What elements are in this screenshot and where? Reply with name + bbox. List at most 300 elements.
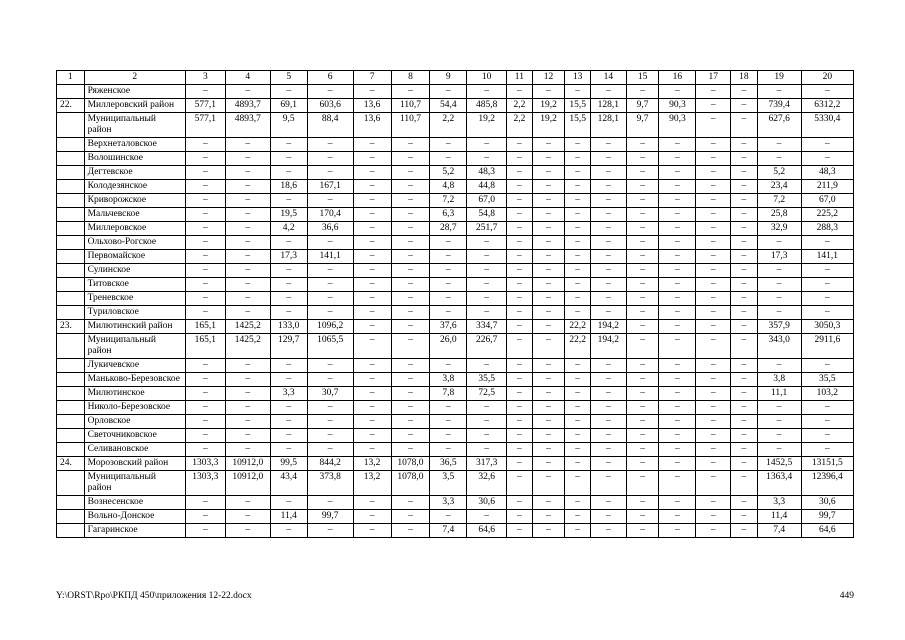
value-cell: – <box>696 320 731 334</box>
table-row <box>57 85 854 99</box>
value-cell: – <box>391 401 430 415</box>
value-cell: – <box>532 524 565 538</box>
value-cell: – <box>391 278 430 292</box>
value-cell: – <box>731 180 758 194</box>
value-cell: – <box>391 429 430 443</box>
value-cell: – <box>507 510 533 524</box>
value-cell: – <box>801 278 853 292</box>
value-cell: 7,2 <box>757 194 801 208</box>
value-cell: – <box>532 236 565 250</box>
row-number-cell <box>57 180 85 194</box>
table-body <box>57 85 854 538</box>
value-cell: 343,0 <box>757 334 801 359</box>
table-header <box>57 71 854 85</box>
value-cell: 32,9 <box>757 222 801 236</box>
row-number-cell: 22. <box>57 99 85 113</box>
value-cell: – <box>391 524 430 538</box>
value-cell: 1363,4 <box>757 471 801 496</box>
value-cell: – <box>353 166 391 180</box>
value-cell: – <box>626 306 659 320</box>
row-number-cell <box>57 401 85 415</box>
value-cell: 11,4 <box>270 510 307 524</box>
value-cell: – <box>659 320 696 334</box>
value-cell: – <box>565 429 591 443</box>
value-cell: – <box>430 85 467 99</box>
value-cell: – <box>532 443 565 457</box>
value-cell: 19,2 <box>532 99 565 113</box>
value-cell: – <box>507 180 533 194</box>
value-cell: – <box>307 443 353 457</box>
value-cell: 7,4 <box>757 524 801 538</box>
value-cell: – <box>391 208 430 222</box>
value-cell: – <box>731 429 758 443</box>
value-cell: – <box>532 320 565 334</box>
value-cell: 48,3 <box>801 166 853 180</box>
value-cell: 577,1 <box>185 113 225 138</box>
value-cell: – <box>659 510 696 524</box>
value-cell: – <box>467 264 507 278</box>
value-cell: – <box>532 510 565 524</box>
value-cell: 194,2 <box>590 334 626 359</box>
value-cell: – <box>430 264 467 278</box>
value-cell: – <box>225 250 270 264</box>
value-cell: – <box>353 85 391 99</box>
value-cell: – <box>430 510 467 524</box>
value-cell: – <box>626 401 659 415</box>
row-number-cell <box>57 85 85 99</box>
value-cell: – <box>532 457 565 471</box>
value-cell: – <box>696 166 731 180</box>
table-row <box>57 429 854 443</box>
value-cell: – <box>532 373 565 387</box>
value-cell: – <box>391 85 430 99</box>
value-cell: – <box>225 401 270 415</box>
value-cell: – <box>185 264 225 278</box>
value-cell: – <box>532 387 565 401</box>
value-cell: – <box>391 222 430 236</box>
value-cell: 1303,3 <box>185 457 225 471</box>
value-cell: – <box>507 387 533 401</box>
value-cell: – <box>507 471 533 496</box>
value-cell: – <box>353 152 391 166</box>
table-row <box>57 278 854 292</box>
value-cell: 3,8 <box>430 373 467 387</box>
value-cell: – <box>590 457 626 471</box>
settlement-name-cell: Сулинское <box>84 264 185 278</box>
value-cell: – <box>507 236 533 250</box>
table-row <box>57 415 854 429</box>
value-cell: – <box>185 496 225 510</box>
value-cell: 99,7 <box>307 510 353 524</box>
value-cell: – <box>757 264 801 278</box>
value-cell: – <box>507 264 533 278</box>
value-cell: – <box>391 334 430 359</box>
value-cell: 30,6 <box>801 496 853 510</box>
value-cell: – <box>185 387 225 401</box>
value-cell: – <box>507 222 533 236</box>
value-cell: – <box>659 250 696 264</box>
value-cell: – <box>565 373 591 387</box>
value-cell: – <box>696 401 731 415</box>
value-cell: – <box>626 471 659 496</box>
table-row <box>57 401 854 415</box>
value-cell: – <box>532 278 565 292</box>
value-cell: – <box>757 359 801 373</box>
value-cell: – <box>659 334 696 359</box>
value-cell: – <box>659 180 696 194</box>
value-cell: – <box>731 524 758 538</box>
table-row <box>57 334 854 359</box>
value-cell: 1078,0 <box>391 457 430 471</box>
value-cell: – <box>225 524 270 538</box>
value-cell: 88,4 <box>307 113 353 138</box>
value-cell: – <box>507 401 533 415</box>
value-cell: 10912,0 <box>225 471 270 496</box>
value-cell: – <box>731 99 758 113</box>
value-cell: – <box>270 496 307 510</box>
value-cell: – <box>757 236 801 250</box>
value-cell: – <box>590 180 626 194</box>
value-cell: – <box>225 429 270 443</box>
row-number-cell: 23. <box>57 320 85 334</box>
value-cell: – <box>565 387 591 401</box>
value-cell: 11,4 <box>757 510 801 524</box>
column-header: 20 <box>801 71 853 85</box>
value-cell: 194,2 <box>590 320 626 334</box>
value-cell: – <box>626 457 659 471</box>
value-cell: – <box>532 152 565 166</box>
value-cell: 3,3 <box>757 496 801 510</box>
row-number-cell <box>57 292 85 306</box>
value-cell: 317,3 <box>467 457 507 471</box>
value-cell: 6,3 <box>430 208 467 222</box>
value-cell: 13,6 <box>353 113 391 138</box>
value-cell: – <box>185 208 225 222</box>
value-cell: – <box>307 264 353 278</box>
row-number-cell <box>57 306 85 320</box>
value-cell: – <box>659 222 696 236</box>
value-cell: – <box>590 496 626 510</box>
value-cell: 72,5 <box>467 387 507 401</box>
settlement-name-cell: Орловское <box>84 415 185 429</box>
value-cell: – <box>731 194 758 208</box>
value-cell: – <box>696 194 731 208</box>
value-cell: – <box>731 457 758 471</box>
value-cell: – <box>353 194 391 208</box>
column-header: 2 <box>84 71 185 85</box>
value-cell: – <box>185 429 225 443</box>
value-cell: – <box>590 85 626 99</box>
row-number-cell <box>57 471 85 496</box>
value-cell: – <box>590 208 626 222</box>
value-cell: – <box>507 443 533 457</box>
value-cell: – <box>565 250 591 264</box>
value-cell: – <box>225 415 270 429</box>
value-cell: – <box>225 496 270 510</box>
value-cell: – <box>696 152 731 166</box>
value-cell: – <box>590 387 626 401</box>
column-header: 14 <box>590 71 626 85</box>
value-cell: 334,7 <box>467 320 507 334</box>
value-cell: – <box>307 194 353 208</box>
row-number-cell <box>57 510 85 524</box>
value-cell: – <box>659 236 696 250</box>
table-row <box>57 180 854 194</box>
settlement-name-cell: Муниципальный район <box>84 471 185 496</box>
value-cell: – <box>565 208 591 222</box>
value-cell: – <box>696 510 731 524</box>
column-header: 4 <box>225 71 270 85</box>
value-cell: – <box>590 250 626 264</box>
value-cell: 67,0 <box>801 194 853 208</box>
value-cell: – <box>532 334 565 359</box>
value-cell: – <box>696 292 731 306</box>
value-cell: – <box>532 166 565 180</box>
value-cell: – <box>391 166 430 180</box>
value-cell: – <box>590 401 626 415</box>
value-cell: – <box>307 401 353 415</box>
value-cell: – <box>801 152 853 166</box>
value-cell: – <box>507 250 533 264</box>
value-cell: – <box>225 194 270 208</box>
value-cell: – <box>353 387 391 401</box>
table-row <box>57 208 854 222</box>
value-cell: – <box>696 99 731 113</box>
value-cell: 1452,5 <box>757 457 801 471</box>
value-cell: 13151,5 <box>801 457 853 471</box>
value-cell: – <box>270 401 307 415</box>
value-cell: – <box>467 85 507 99</box>
value-cell: – <box>225 264 270 278</box>
value-cell: 35,5 <box>801 373 853 387</box>
value-cell: – <box>731 138 758 152</box>
column-header: 5 <box>270 71 307 85</box>
column-header: 17 <box>696 71 731 85</box>
settlement-name-cell: Николо-Березовское <box>84 401 185 415</box>
value-cell: – <box>430 138 467 152</box>
value-cell: – <box>391 306 430 320</box>
value-cell: – <box>430 250 467 264</box>
value-cell: – <box>532 264 565 278</box>
value-cell: 99,5 <box>270 457 307 471</box>
settlement-name-cell: Дегтевское <box>84 166 185 180</box>
value-cell: – <box>659 292 696 306</box>
table-row <box>57 152 854 166</box>
value-cell: – <box>659 166 696 180</box>
value-cell: 165,1 <box>185 320 225 334</box>
value-cell: – <box>467 415 507 429</box>
row-number-cell <box>57 359 85 373</box>
value-cell: – <box>307 429 353 443</box>
value-cell: – <box>801 306 853 320</box>
value-cell: – <box>731 264 758 278</box>
row-number-cell <box>57 194 85 208</box>
value-cell: – <box>731 236 758 250</box>
value-cell: – <box>467 292 507 306</box>
value-cell: – <box>757 85 801 99</box>
value-cell: – <box>801 401 853 415</box>
value-cell: – <box>731 152 758 166</box>
value-cell: 170,4 <box>307 208 353 222</box>
value-cell: – <box>626 415 659 429</box>
value-cell: 13,2 <box>353 471 391 496</box>
header-row <box>57 71 854 85</box>
settlement-name-cell: Титовское <box>84 278 185 292</box>
value-cell: 7,2 <box>430 194 467 208</box>
value-cell: – <box>731 359 758 373</box>
value-cell: 167,1 <box>307 180 353 194</box>
value-cell: – <box>185 510 225 524</box>
value-cell: – <box>353 359 391 373</box>
value-cell: – <box>391 510 430 524</box>
table-row <box>57 99 854 113</box>
value-cell: – <box>507 166 533 180</box>
value-cell: – <box>507 152 533 166</box>
value-cell: 627,6 <box>757 113 801 138</box>
value-cell: – <box>626 250 659 264</box>
value-cell: 211,9 <box>801 180 853 194</box>
value-cell: – <box>659 471 696 496</box>
value-cell: 128,1 <box>590 113 626 138</box>
value-cell: – <box>353 415 391 429</box>
value-cell: – <box>696 496 731 510</box>
value-cell: – <box>467 278 507 292</box>
value-cell: – <box>467 250 507 264</box>
value-cell: – <box>185 250 225 264</box>
value-cell: – <box>507 524 533 538</box>
value-cell: – <box>626 278 659 292</box>
value-cell: – <box>185 359 225 373</box>
value-cell: – <box>467 236 507 250</box>
table-row <box>57 387 854 401</box>
value-cell: 128,1 <box>590 99 626 113</box>
settlement-name-cell: Криворожское <box>84 194 185 208</box>
value-cell: – <box>353 180 391 194</box>
row-number-cell <box>57 524 85 538</box>
value-cell: – <box>626 85 659 99</box>
value-cell: – <box>757 152 801 166</box>
value-cell: – <box>270 85 307 99</box>
value-cell: – <box>565 236 591 250</box>
value-cell: – <box>430 443 467 457</box>
value-cell: – <box>731 166 758 180</box>
value-cell: – <box>270 373 307 387</box>
row-number-cell <box>57 250 85 264</box>
settlement-name-cell: Милютинский район <box>84 320 185 334</box>
value-cell: 5,2 <box>757 166 801 180</box>
table-row <box>57 306 854 320</box>
value-cell: – <box>565 471 591 496</box>
value-cell: 9,7 <box>626 113 659 138</box>
footer-file-path: Y:\ORST\Rpo\РКПД 450\приложения 12-22.docx <box>56 591 252 601</box>
value-cell: 141,1 <box>307 250 353 264</box>
value-cell: – <box>185 292 225 306</box>
value-cell: – <box>659 415 696 429</box>
value-cell: – <box>659 278 696 292</box>
value-cell: – <box>507 415 533 429</box>
value-cell: 2,2 <box>507 113 533 138</box>
table-row <box>57 496 854 510</box>
value-cell: – <box>353 264 391 278</box>
value-cell: 64,6 <box>467 524 507 538</box>
value-cell: – <box>696 278 731 292</box>
value-cell: – <box>696 306 731 320</box>
value-cell: – <box>391 138 430 152</box>
value-cell: – <box>731 387 758 401</box>
value-cell: – <box>659 429 696 443</box>
value-cell: – <box>731 306 758 320</box>
value-cell: – <box>801 359 853 373</box>
settlement-name-cell: Морозовский район <box>84 457 185 471</box>
value-cell: – <box>225 278 270 292</box>
value-cell: – <box>270 443 307 457</box>
value-cell: – <box>270 524 307 538</box>
settlement-name-cell: Светочниковское <box>84 429 185 443</box>
value-cell: – <box>757 429 801 443</box>
value-cell: 5330,4 <box>801 113 853 138</box>
value-cell: – <box>467 306 507 320</box>
value-cell: – <box>507 278 533 292</box>
value-cell: 7,8 <box>430 387 467 401</box>
value-cell: 6312,2 <box>801 99 853 113</box>
value-cell: – <box>696 457 731 471</box>
value-cell: – <box>185 180 225 194</box>
value-cell: 3,3 <box>430 496 467 510</box>
value-cell: – <box>532 180 565 194</box>
value-cell: – <box>507 334 533 359</box>
value-cell: – <box>659 359 696 373</box>
value-cell: – <box>565 152 591 166</box>
value-cell: – <box>353 373 391 387</box>
value-cell: – <box>565 278 591 292</box>
table-row <box>57 264 854 278</box>
settlement-name-cell: Волошинское <box>84 152 185 166</box>
value-cell: – <box>353 250 391 264</box>
value-cell: – <box>696 415 731 429</box>
value-cell: – <box>731 113 758 138</box>
value-cell: – <box>731 471 758 496</box>
value-cell: – <box>307 292 353 306</box>
table-row <box>57 236 854 250</box>
value-cell: – <box>430 359 467 373</box>
value-cell: – <box>507 138 533 152</box>
value-cell: 603,6 <box>307 99 353 113</box>
value-cell: – <box>626 180 659 194</box>
row-number-cell <box>57 236 85 250</box>
column-header: 10 <box>467 71 507 85</box>
column-header: 9 <box>430 71 467 85</box>
value-cell: – <box>532 292 565 306</box>
value-cell: – <box>626 359 659 373</box>
value-cell: – <box>307 359 353 373</box>
value-cell: – <box>307 415 353 429</box>
value-cell: 141,1 <box>801 250 853 264</box>
value-cell: – <box>696 180 731 194</box>
value-cell: – <box>225 152 270 166</box>
value-cell: – <box>626 236 659 250</box>
value-cell: – <box>225 387 270 401</box>
value-cell: 844,2 <box>307 457 353 471</box>
value-cell: 1078,0 <box>391 471 430 496</box>
value-cell: – <box>391 415 430 429</box>
value-cell: – <box>590 194 626 208</box>
value-cell: 43,4 <box>270 471 307 496</box>
table-row <box>57 113 854 138</box>
value-cell: – <box>757 292 801 306</box>
value-cell: – <box>659 457 696 471</box>
value-cell: – <box>565 510 591 524</box>
value-cell: – <box>696 222 731 236</box>
